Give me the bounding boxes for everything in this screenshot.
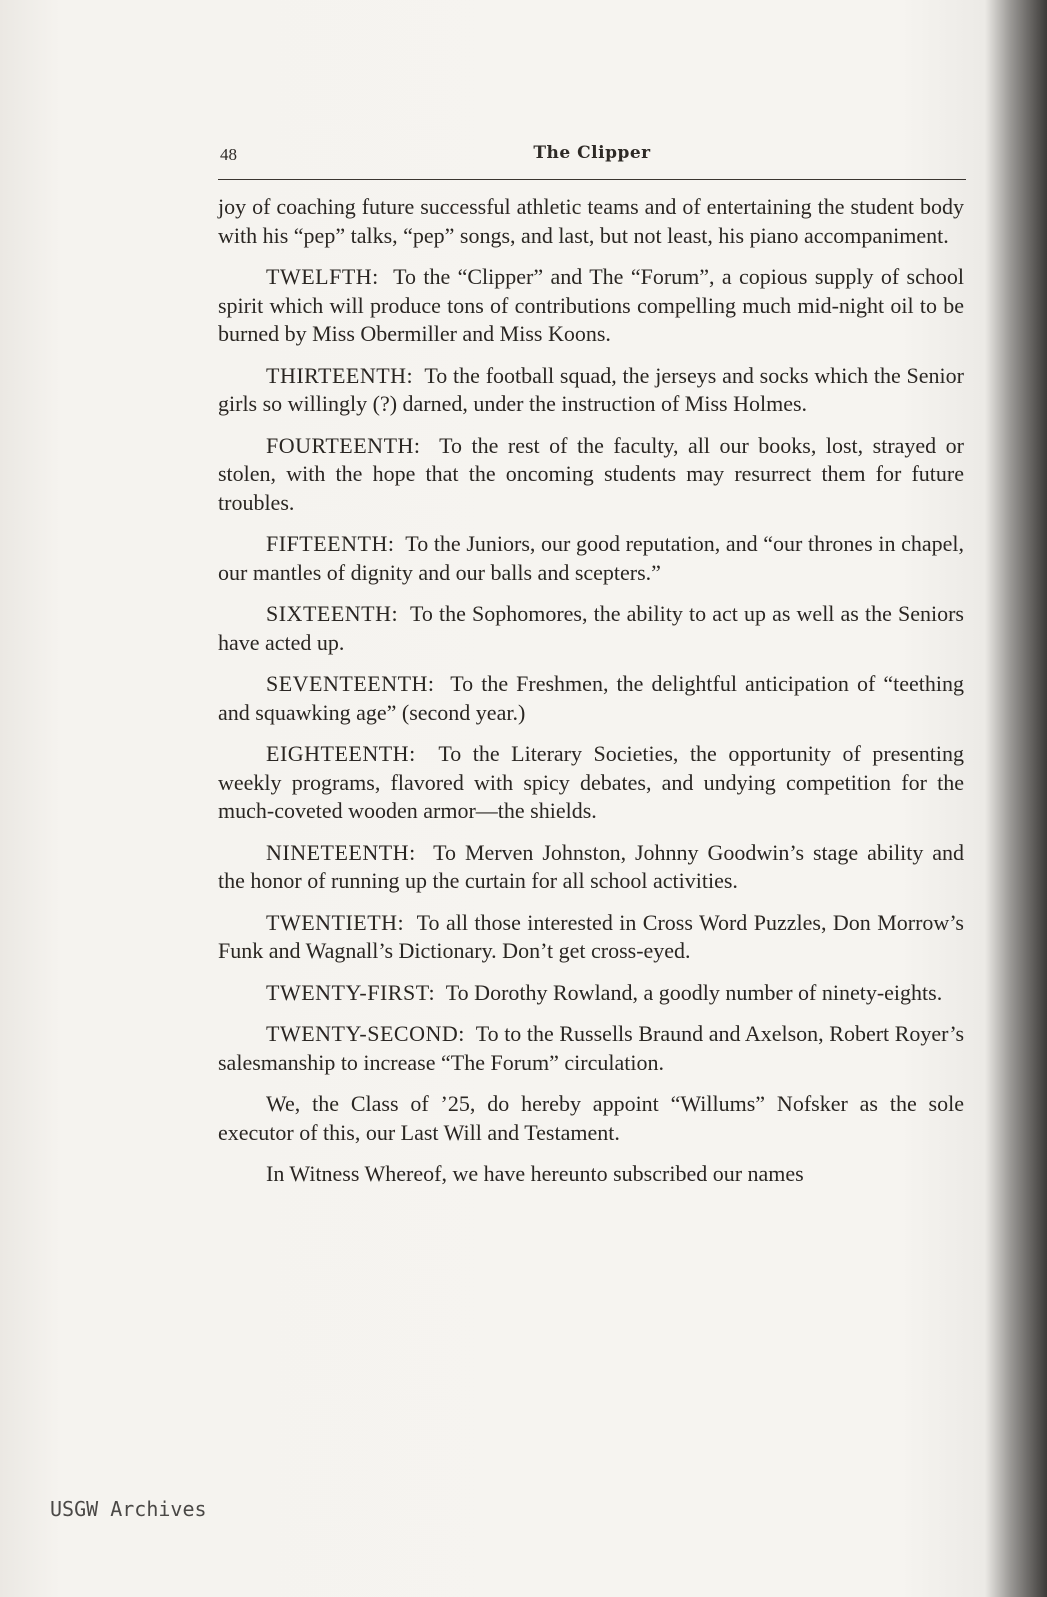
executor-paragraph: We, the Class of ’25, do hereby appoint “Willums” Nofsker as the sole executor of this, our Last Will and Testament. [218, 1091, 964, 1145]
bequest-paragraph [218, 362, 964, 419]
opening-paragraph: joy of coaching future successful athletic teams and of entertaining the student body with his “pep” talks, “pep” songs, and last, but not least, his piano accompaniment. [218, 194, 964, 248]
bequest-text: To the “Clipper” and The “Forum”, a copious supply of school spirit which will produce tons of contributions compelling much mid-night oil to be burned by Miss Obermiller and Miss Koons. [218, 264, 964, 346]
bequest-heading: EIGHTEENTH: [266, 741, 416, 766]
page-header [218, 143, 966, 180]
bequest-paragraph [218, 839, 964, 896]
archive-watermark: USGW Archives [50, 1497, 207, 1521]
bequest-paragraph [218, 1020, 964, 1077]
bequest-heading: FIFTEENTH: [266, 531, 395, 556]
bequest-text: To the football squad, the jerseys and socks which the Senior girls so willingly (?) darned, under the instruction of Miss Holmes. [218, 362, 964, 416]
bequest-text: To the rest of the faculty, all our books, lost, strayed or stolen, with the hope that the oncoming students may resurrect them for future troubles. [218, 432, 965, 515]
bequest-paragraph [218, 909, 964, 966]
witness-paragraph: In Witness Whereof, we have hereunto subscribed our names [266, 1161, 804, 1186]
bequest-heading: NINETEENTH: [266, 839, 416, 865]
page-number: 48 [220, 145, 237, 164]
bequest-heading: TWENTY-FIRST: [266, 979, 436, 1005]
bequest-heading: TWENTIETH: [266, 909, 405, 935]
bequest-paragraph [218, 979, 964, 1008]
bequest-heading: THIRTEENTH: [266, 362, 414, 388]
bequest-paragraph [218, 740, 964, 826]
bequest-text: To all those interested in Cross Word Puzzles, Don Morrow’s Funk and Wagnall’s Dictionary. Don’t get cross-eyed. [218, 909, 964, 963]
bequest-text: To Merven Johnston, Johnny Goodwin’s stage ability and the honor of running up the curtain for all school activities. [218, 839, 965, 893]
bequest-paragraph [218, 263, 964, 349]
bequest-heading: TWELFTH: [266, 264, 379, 289]
document-body [218, 193, 964, 1202]
bequest-heading: FOURTEENTH: [266, 432, 421, 458]
bequest-text: To the Freshmen, the delightful anticipation of “teething and squawking age” (second year.) [218, 671, 964, 725]
bequest-paragraph [218, 530, 964, 587]
bequest-text: To to the Russells Braund and Axelson, Robert Royer’s salesmanship to increase “The Forum” circulation. [218, 1021, 965, 1075]
bequest-heading: SEVENTEENTH: [266, 671, 435, 696]
bequest-text: To the Literary Societies, the opportunity of presenting weekly programs, flavored with spicy debates, and undying competition for the much-coveted wooden armor—the shields. [218, 741, 964, 823]
bequest-text: To the Juniors, our good reputation, and “our thrones in chapel, our mantles of dignity and our balls and scepters.” [218, 531, 964, 585]
bequest-paragraph [218, 432, 964, 518]
bequest-heading: SIXTEENTH: [266, 601, 399, 626]
bequest-text: To Dorothy Rowland, a goodly number of ninety-eights. [445, 979, 943, 1005]
bequest-text: To the Sophomores, the ability to act up as well as the Seniors have acted up. [218, 601, 964, 655]
bequest-paragraph [218, 600, 964, 657]
bequest-paragraph [218, 670, 964, 727]
running-title: The Clipper [533, 143, 651, 163]
bequest-heading: TWENTY-SECOND: [266, 1021, 465, 1046]
